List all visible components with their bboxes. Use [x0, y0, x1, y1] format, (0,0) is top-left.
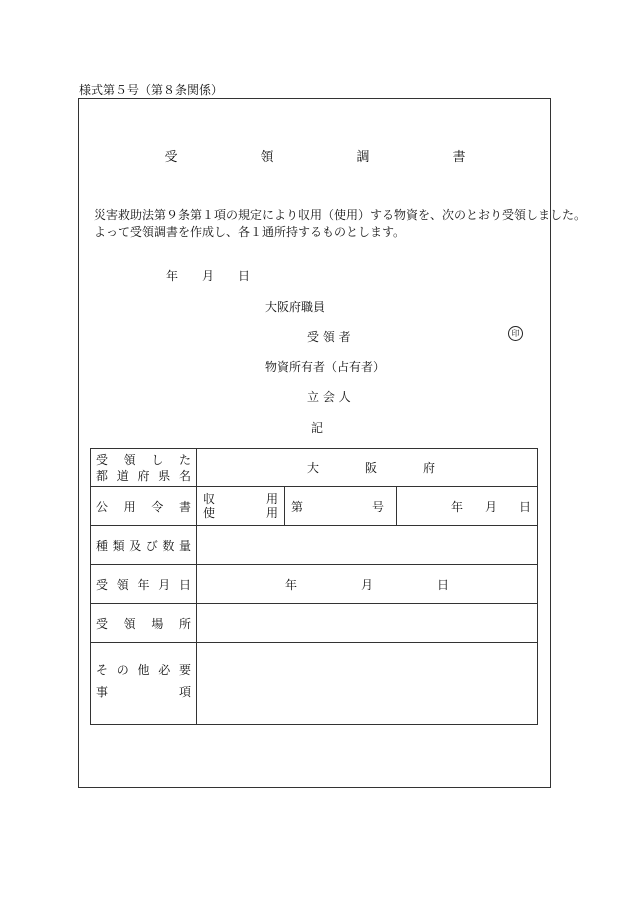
row-prefecture: [91, 449, 538, 487]
row-official-order: [91, 487, 538, 526]
prefecture-value: 大 阪 府: [197, 449, 538, 487]
other-matters-label: そ の 他 必 要 事 項: [91, 643, 197, 725]
order-number: [285, 487, 397, 526]
row-type-quantity: [91, 526, 538, 565]
usage-type: 収 用 使 用: [197, 487, 285, 526]
prefecture-label-line1: 受 領 し た: [96, 452, 191, 467]
other-matters-value: [197, 643, 538, 725]
seal-icon: 印: [508, 326, 523, 341]
receipt-date-value: 年 月 日: [197, 565, 538, 604]
witness-label: 立 会 人: [307, 390, 351, 404]
ki-label: 記: [311, 421, 324, 435]
document-title: 受 領 調 書: [164, 150, 501, 165]
type-quantity-value: [197, 526, 538, 565]
receipt-date-label: 受 領 年 月 日: [91, 565, 197, 604]
type-quantity-label: 種 類 及 び 数 量: [91, 526, 197, 565]
receiver-label: 受 領 者: [307, 330, 351, 344]
row-other-matters: [91, 643, 538, 725]
official-order-label: 公 用 令 書: [91, 487, 197, 526]
receipt-place-label: 受 領 場 所: [91, 604, 197, 643]
prefecture-label-line2: 都 道 府 県 名: [96, 468, 191, 483]
prefecture-label: [91, 449, 197, 487]
row-receipt-place: [91, 604, 538, 643]
intro-line-1: 災害救助法第９条第１項の規定により収用（使用）する物資を、次のとおり受領しました。: [94, 208, 587, 222]
row-receipt-date: [91, 565, 538, 604]
intro-line-2: よって受領調書を作成し、各１通所持するものとします。: [94, 225, 406, 239]
date-line: [166, 267, 250, 284]
receipt-place-value: [197, 604, 538, 643]
date-year: 年: [166, 269, 179, 283]
record-table: [90, 448, 538, 725]
form-number: 様式第５号（第８条関係）: [79, 83, 224, 97]
order-date: 年 月 日: [397, 487, 538, 526]
date-day: 日: [238, 269, 251, 283]
date-month: 月: [202, 269, 215, 283]
order-number-suffix: 号: [371, 499, 384, 514]
order-number-prefix: 第: [291, 499, 304, 514]
officer-heading: 大阪府職員: [265, 300, 326, 314]
owner-label: 物資所有者（占有者）: [265, 360, 386, 374]
